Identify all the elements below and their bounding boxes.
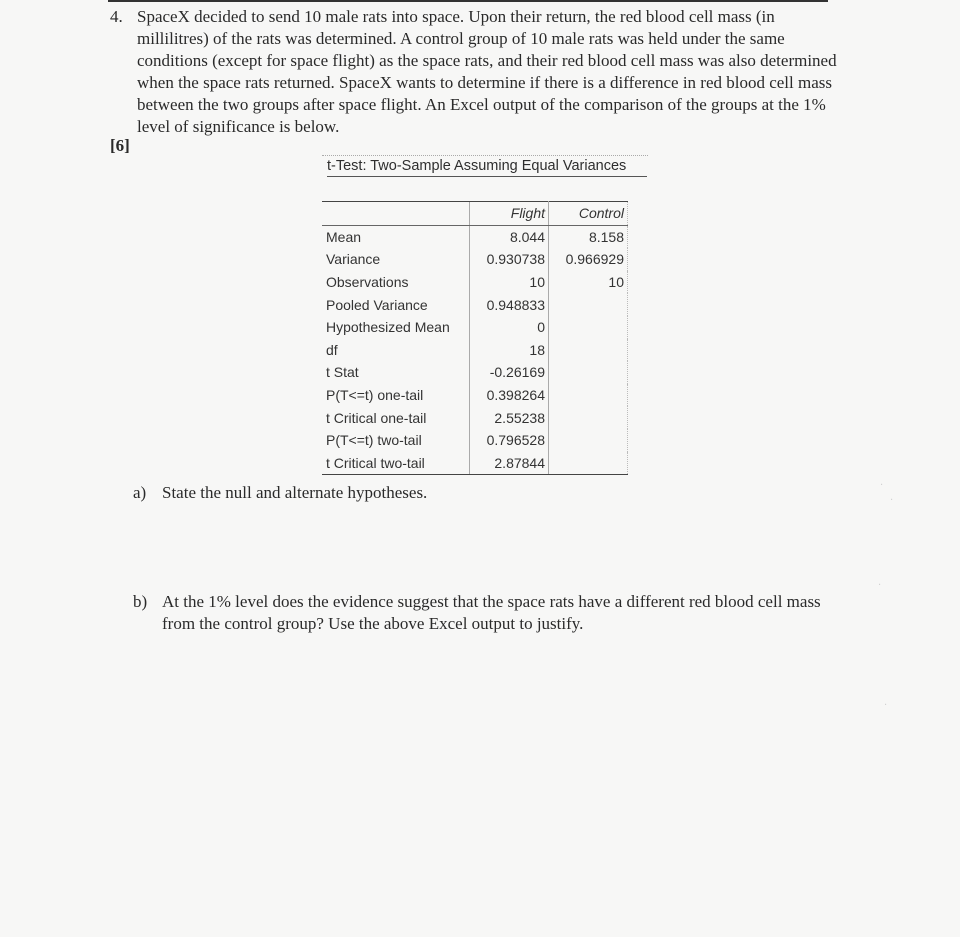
control-value (549, 361, 628, 384)
table-header-row (322, 202, 628, 226)
table-row (322, 316, 628, 339)
marks-label: [6] (110, 136, 130, 155)
flight-value: 8.044 (470, 225, 549, 248)
part-a-letter: a) (133, 483, 147, 502)
flight-value: 0.930738 (470, 248, 549, 271)
table-row (322, 452, 628, 475)
row-label: df (326, 341, 338, 358)
header-control: Control (549, 202, 628, 226)
row-label: t Stat (326, 364, 359, 381)
table-title-top-rule (322, 155, 648, 156)
control-value (549, 384, 628, 407)
flight-value: -0.26169 (470, 361, 549, 384)
header-flight: Flight (470, 202, 549, 226)
control-value: 10 (549, 271, 628, 294)
control-value (549, 293, 628, 316)
control-value (549, 406, 628, 429)
flight-value: 2.55238 (470, 406, 549, 429)
control-value: 0.966929 (549, 248, 628, 271)
ttest-table (322, 201, 628, 475)
scan-speck: · (890, 495, 894, 506)
control-value: 8.158 (549, 225, 628, 248)
row-label: Variance (326, 251, 381, 268)
row-label: t Critical two-tail (322, 452, 470, 475)
scan-speck: · (880, 480, 884, 491)
flight-value: 0.398264 (470, 384, 549, 407)
row-label: Observations (326, 274, 409, 291)
flight-value: 0 (470, 316, 549, 339)
row-label: P(T<=t) one-tail (326, 387, 424, 404)
table-row (322, 384, 628, 407)
control-value (549, 429, 628, 452)
row-label: Pooled Variance (326, 296, 428, 313)
header-blank (322, 202, 470, 226)
top-rule (108, 0, 828, 2)
row-label: Mean (326, 228, 362, 245)
row-label: t Critical one-tail (326, 409, 427, 426)
scan-speck: · (878, 580, 882, 591)
table-row (322, 406, 628, 429)
flight-value: 0.796528 (470, 429, 549, 452)
table-title: t-Test: Two-Sample Assuming Equal Variances (327, 158, 647, 177)
flight-value: 0.948833 (470, 293, 549, 316)
part-b-letter: b) (133, 592, 148, 611)
table-row (322, 293, 628, 316)
flight-value: 2.87844 (470, 452, 549, 475)
control-value (549, 452, 628, 475)
flight-value: 10 (470, 271, 549, 294)
row-label: Hypothesized Mean (326, 319, 450, 336)
control-value (549, 339, 628, 362)
table-row (322, 248, 628, 271)
flight-value: 18 (470, 339, 549, 362)
part-b-text: At the 1% level does the evidence suggest that the space rats have a different red blood cell mass from the control group? Use the above Excel output to justify. (162, 592, 821, 633)
question-number: 4. (110, 7, 123, 26)
scan-speck: · (884, 700, 888, 711)
table-row (322, 271, 628, 294)
table-row (322, 339, 628, 362)
control-value (549, 316, 628, 339)
part-a-text: State the null and alternate hypotheses. (162, 483, 428, 502)
row-label: P(T<=t) two-tail (326, 432, 422, 449)
question-text: SpaceX decided to send 10 male rats into space. Upon their return, the red blood cell mass (in millilitres) of the rats was determined. A control group of 10 male rats was held under the same conditions (except for space flight) as the space rats, and their red blood cell mass was also determined when the space rats returned. SpaceX wants to determine if there is a difference in red blood cell mass between the two groups after space flight. An Excel output of the comparison of the groups at the 1% level of significance is below. (137, 7, 837, 136)
table-row (322, 429, 628, 452)
table-row (322, 361, 628, 384)
table-row (322, 225, 628, 248)
